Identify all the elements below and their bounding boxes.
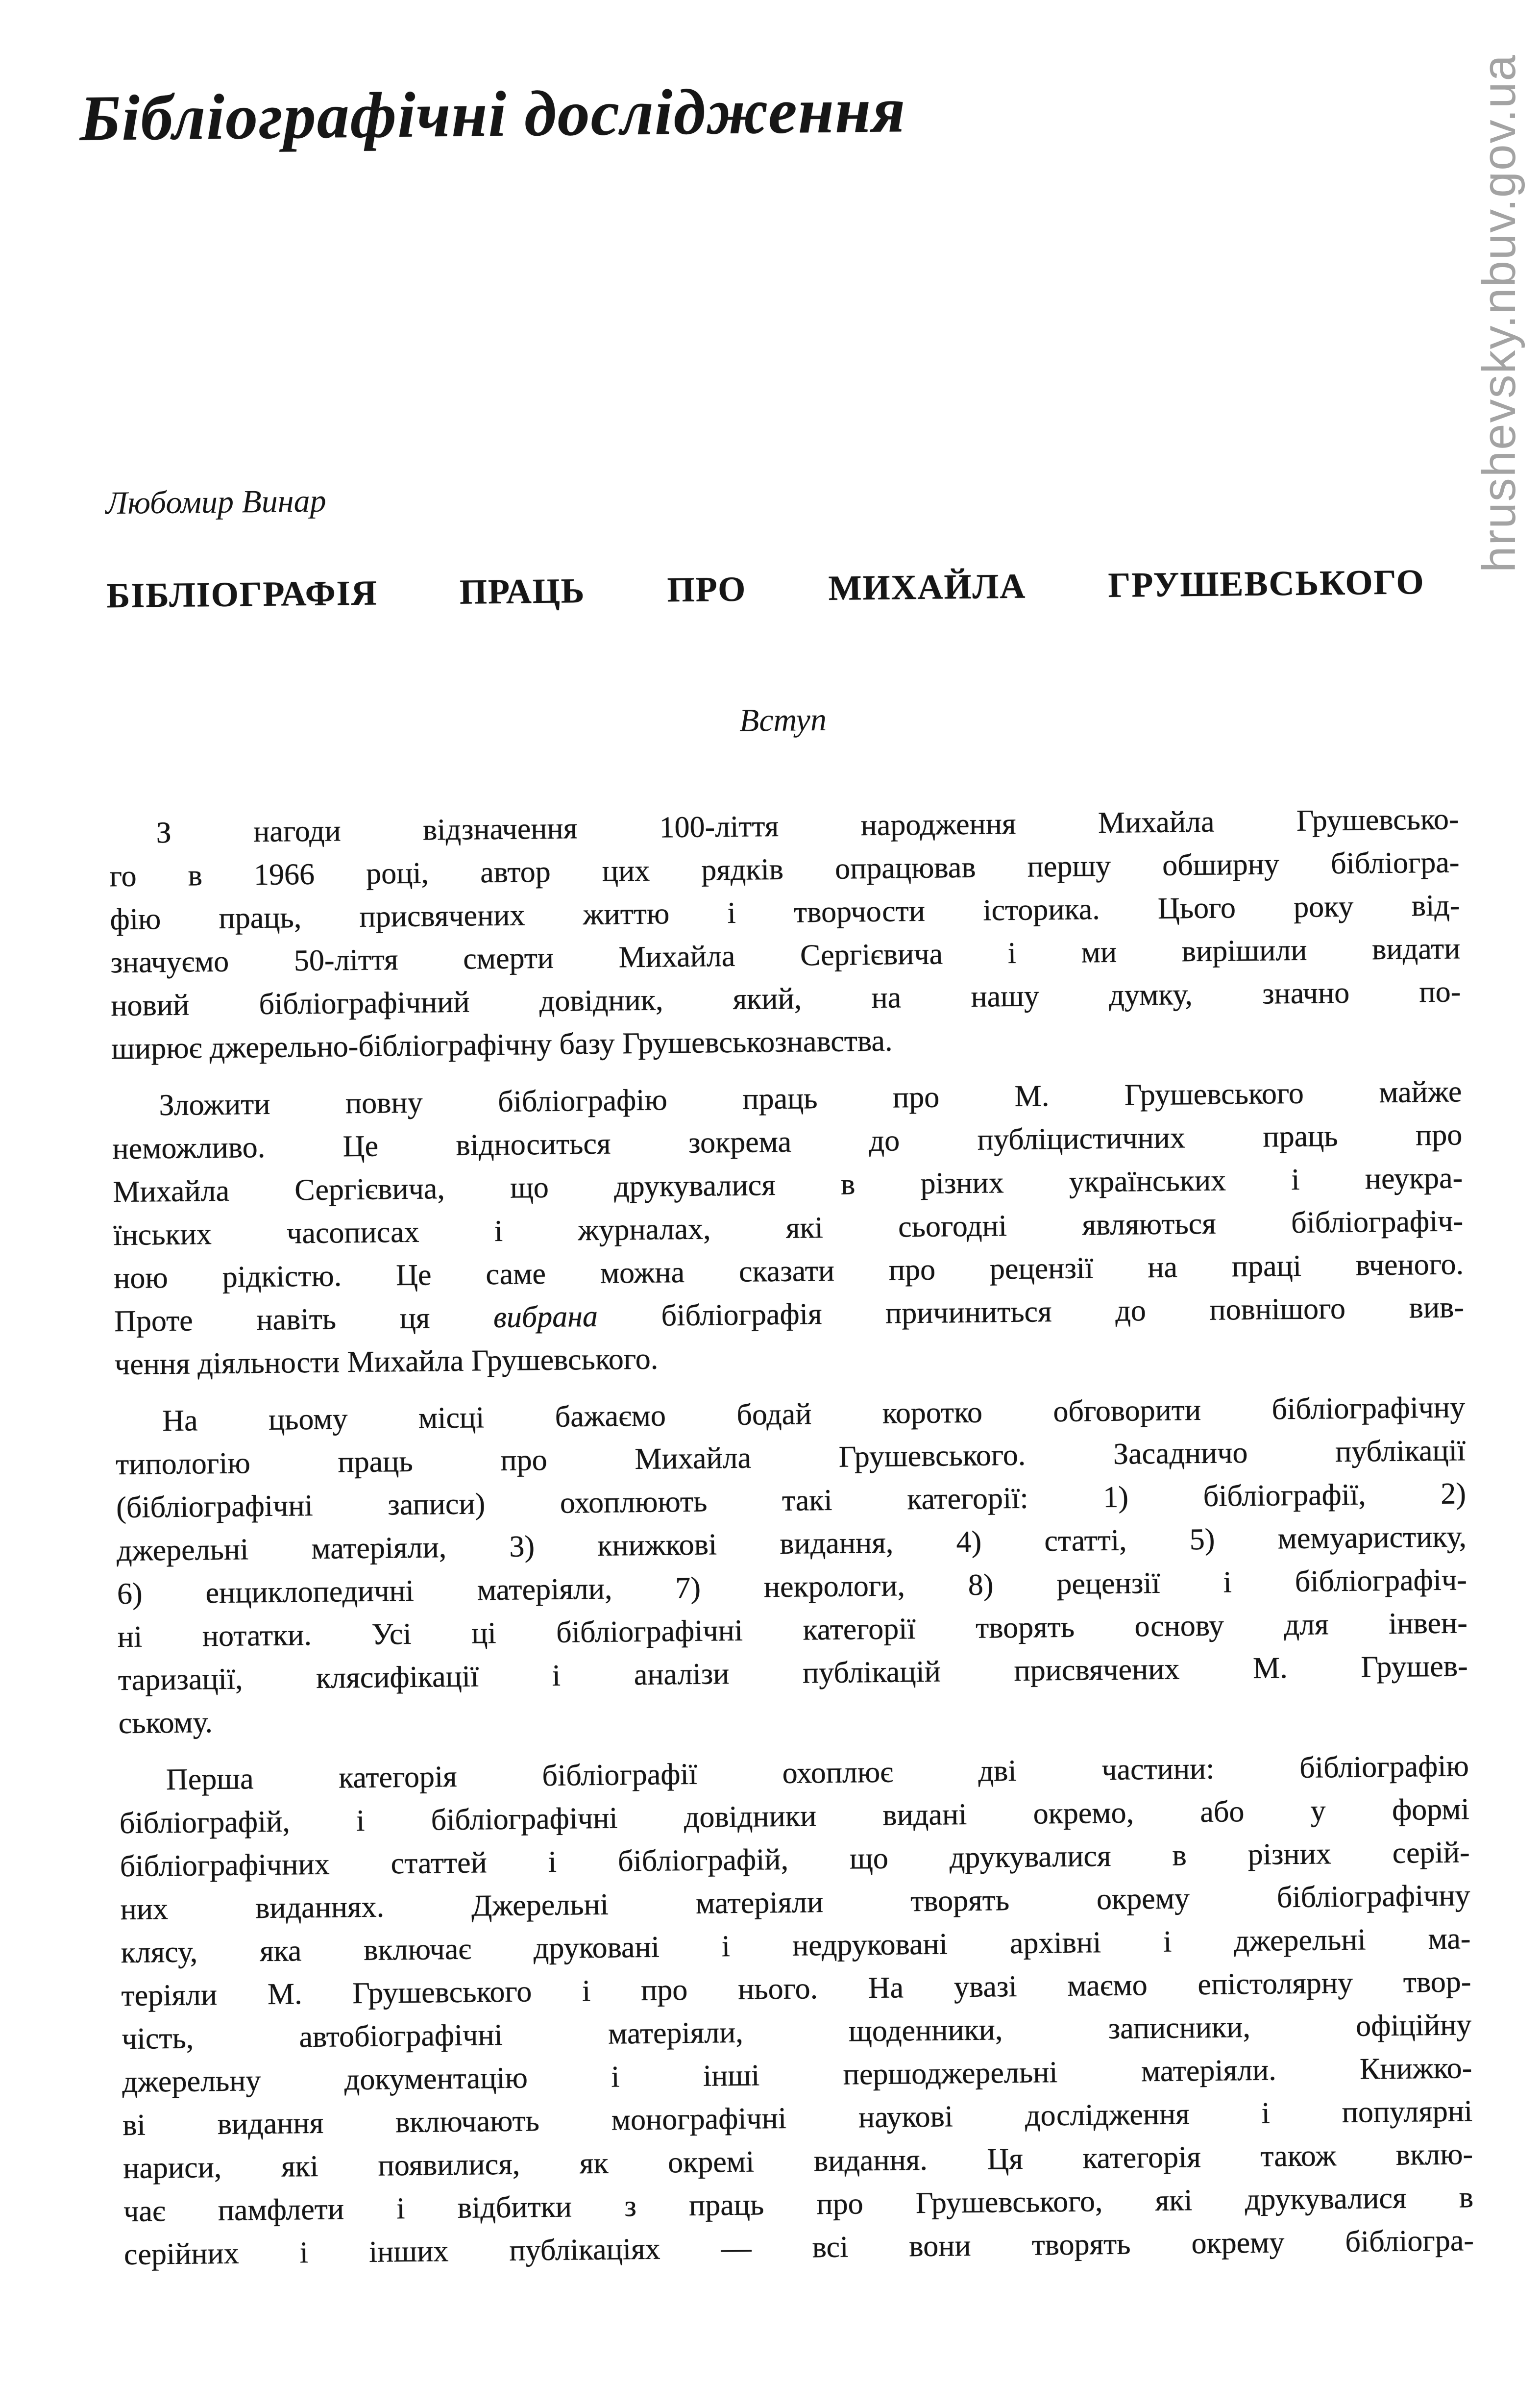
text-line: 6) енциклопедичні матеріяли, 7) некрологи, 8) рецензії і бібліографіч- [117,1563,1467,1611]
text-line: таризації, клясифікації і аналізи публікацій присвячених М. Грушев- [118,1649,1468,1697]
text-line: чення діяльности Михайла Грушевського. [114,1342,659,1382]
text-line: (бібліографічні записи) охоплюють такі категорії: 1) бібліографії, 2) [116,1477,1467,1525]
text-line: ною рідкістю. Це саме можна сказати про рецензії на праці вченого. [113,1247,1464,1295]
text-line: бібліографічних статтей і бібліографій, що друкувалися в різних серій- [120,1836,1470,1884]
text-line: неможливо. Це відноситься зокрема до публіцистичних праць про [112,1118,1463,1166]
intro-subtitle: Вступ [739,701,827,739]
text-line: ві видання включають монографічні наукові дослідження і популярні [122,2094,1473,2142]
text-line: значуємо 50-ліття смерти Михайла Сергієвича і ми вирішили видати [110,932,1461,980]
text-line: них виданнях. Джерельні матеріяли творять окрему бібліографічну [120,1879,1470,1927]
text-line: фію праць, присвячених життю і творчости історика. Цього року від- [110,889,1460,937]
text-line: Михайла Сергієвича, що друкувалися в різних українських і неукра- [113,1161,1463,1209]
paragraph [119,1744,1474,2276]
author-name: Любомир Винар [105,483,326,522]
text-line: теріяли М. Грушевського і про нього. На увазі маємо епістолярну твор- [121,1965,1471,2013]
article-title-word: ПРО [667,569,747,610]
text-line: новий бібліографічний довідник, який, на нашу думку, значно по- [111,975,1461,1023]
text-line: Перша категорія бібліографії охоплює дві частини: бібліографію [166,1749,1469,1797]
paragraph [112,1070,1465,1386]
text-line: чає памфлети і відбитки з праць про Грушевського, які друкувалися в [123,2181,1474,2229]
article-title-word: ПРАЦЬ [459,571,586,612]
text-line: серійних і інших публікаціях — всі вони творять окрему бібліогра- [123,2224,1474,2272]
paragraph [115,1386,1468,1745]
text-line: Проте навіть ця вибрана бібліографія причиниться до повнішого вив- [114,1291,1465,1339]
article-title-word: БІБЛІОГРАФІЯ [106,573,378,616]
text-line: Зложити повну бібліографію праць про М. Грушевського майже [159,1075,1462,1122]
text-line: го в 1966 році, автор цих рядків опрацював першу обширну бібліогра- [109,845,1460,894]
text-line: ні нотатки. Усі ці бібліографічні категорії творять основу для інвен- [117,1606,1468,1654]
text-line: бібліографій, і бібліографічні довідники видані окремо, або у формі [119,1792,1470,1840]
article-title-word: ГРУШЕВСЬКОГО [1108,562,1425,605]
text-line: джерельну документацію і інші першоджерельні матеріяли. Книжко- [122,2051,1472,2099]
text-line: їнських часописах і журналах, які сьогодні являються бібліографіч- [113,1204,1464,1252]
article-title-word: МИХАЙЛА [828,566,1027,608]
watermark-text: hrushevsky.nbuv.gov.ua [1473,54,1525,572]
text-line: типологію праць про Михайла Грушевського. Засадничо публікації [115,1434,1466,1482]
article-title [106,562,1425,616]
text-line: На цьому місці бажаємо бодай коротко обговорити бібліографічну [162,1391,1466,1438]
text-line: джерельні матеріяли, 3) книжкові видання, 4) статті, 5) мемуаристику, [116,1520,1467,1568]
body-paragraphs [109,797,1474,2276]
paragraph [109,797,1461,1070]
text-line: нариси, які появилися, як окремі видання. Ця категорія також вклю- [122,2137,1473,2185]
text-line: З нагоди відзначення 100-ліття народження Михайла Грушевсько- [156,802,1459,850]
text-line: чість, автобіографічні матеріяли, щоденники, записники, офіційну [122,2008,1472,2056]
text-line: ширює джерельно-бібліографічну базу Грушевськознавства. [111,1024,893,1066]
text-line: клясу, яка включає друковані і недруковані архівні і джерельні ма- [121,1922,1471,1970]
text-line: ському. [118,1706,213,1740]
section-title: Бібліографічні дослідження [79,74,906,154]
